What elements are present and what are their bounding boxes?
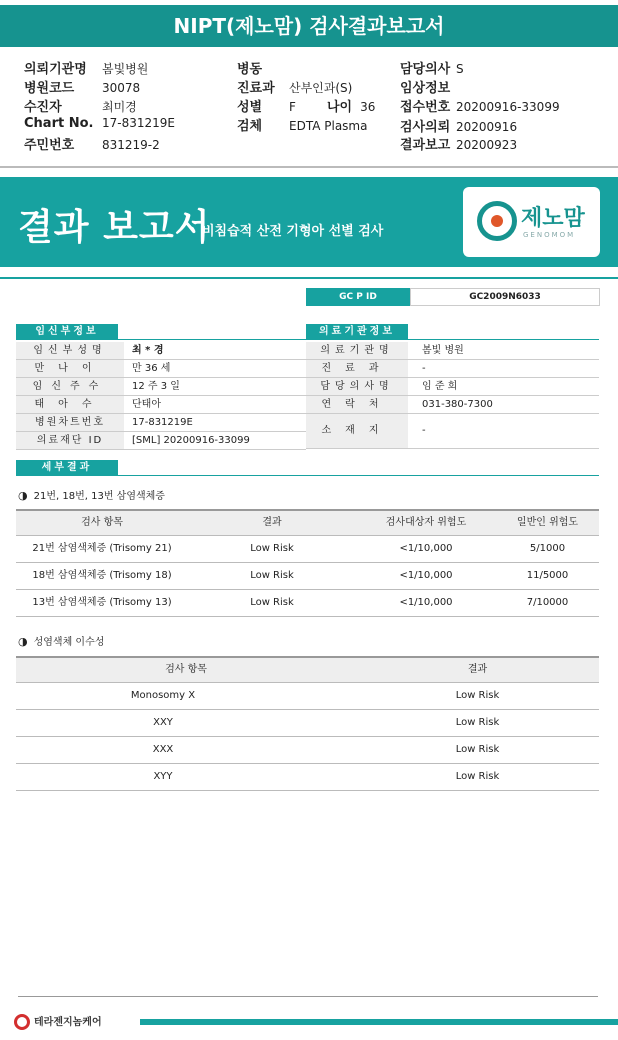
footer-divider xyxy=(18,996,598,997)
header-item: 수진자 최미경 xyxy=(24,100,137,115)
header-item: 검사의뢰 20200916 xyxy=(400,120,518,135)
header-item: 검체 EDTA Plasma xyxy=(237,119,368,134)
header-item: 결과보고 20200923 xyxy=(400,138,518,153)
info-row: 소재지 - xyxy=(306,414,599,449)
info-row: 담당의사명 임 준 희 xyxy=(306,378,599,396)
pregnancy-info xyxy=(16,342,306,452)
table-row: Monosomy X Low Risk xyxy=(16,683,599,710)
institution-info xyxy=(306,342,599,452)
table-row: XXX Low Risk xyxy=(16,737,599,764)
info-row: 병원차트번호 17-831219E xyxy=(16,414,306,432)
header-item: 임상정보 xyxy=(400,81,451,96)
header-item: 성별 F xyxy=(237,100,296,115)
header-item: Chart No. 17-831219E xyxy=(24,116,175,131)
sex-chromosome-heading: ◑ 성염색체 이수성 xyxy=(18,635,105,648)
header-item: 병원코드 30078 xyxy=(24,81,141,96)
divider xyxy=(16,339,306,340)
divider xyxy=(0,277,618,279)
header-item: 주민번호 831219-2 xyxy=(24,138,160,153)
trisomy-table xyxy=(16,509,599,617)
sex-chromosome-table xyxy=(16,656,599,792)
header-item: 접수번호 20200916-33099 xyxy=(400,100,560,115)
divider xyxy=(16,475,599,476)
footer-bar xyxy=(140,1019,618,1025)
table-row: XXY Low Risk xyxy=(16,710,599,737)
info-row: 태아수 단태아 xyxy=(16,396,306,414)
header-item: 의뢰기관명 봄빛병원 xyxy=(24,62,149,77)
report-title: NIPT(제노맘) 검사결과보고서 xyxy=(0,5,618,47)
info-row: 연락처 031-380-7300 xyxy=(306,396,599,414)
half-circle-icon: ◑ xyxy=(18,635,28,648)
info-row: 의료기관명 봄빛 병원 xyxy=(306,342,599,360)
table-header: 검사 항목 결과 xyxy=(16,656,599,683)
genomom-logo: 제노맘 GENOMOM xyxy=(463,187,600,257)
patient-header xyxy=(0,56,618,168)
info-row: 임신부성명 최 * 경 xyxy=(16,342,306,360)
table-row: 21번 삼염색체증 (Trisomy 21) Low Risk <1/10,000 5/1000 xyxy=(16,536,599,563)
half-circle-icon: ◑ xyxy=(18,489,28,502)
header-item: 담당의사 S xyxy=(400,62,464,77)
pregnancy-tab: 임신부정보 xyxy=(16,324,118,340)
gcp-id: GC P ID GC2009N6033 xyxy=(306,288,598,306)
info-row: 의료재단 ID [SML] 20200916-33099 xyxy=(16,432,306,450)
logo-mark-icon xyxy=(477,201,517,241)
table-header: 검사 항목 결과 검사대상자 위험도 일반인 위험도 xyxy=(16,509,599,536)
info-row: 임신주수 12 주 3 일 xyxy=(16,378,306,396)
detail-tab: 세부결과 xyxy=(16,460,118,476)
trisomy-heading: ◑ 21번, 18번, 13번 삼염색체증 xyxy=(18,489,165,502)
info-row: 진료과 - xyxy=(306,360,599,378)
info-row: 만나이 만 36 세 xyxy=(16,360,306,378)
divider xyxy=(306,339,599,340)
company-logo-icon xyxy=(14,1014,30,1030)
header-item: 진료과 산부인과(S) xyxy=(237,81,353,96)
table-row: 18번 삼염색체증 (Trisomy 18) Low Risk <1/10,000 11/5000 xyxy=(16,563,599,590)
header-item: 나이 36 xyxy=(327,100,376,115)
banner-title: 결과 보고서 xyxy=(18,207,211,248)
institution-tab: 의료기관정보 xyxy=(306,324,408,340)
banner-subtitle: 비침습적 산전 기형아 선별 검사 xyxy=(202,224,384,239)
table-row: 13번 삼염색체증 (Trisomy 13) Low Risk <1/10,000 7/10000 xyxy=(16,590,599,617)
company-logo: 테라젠지놈케어 xyxy=(14,1013,102,1030)
table-row: XYY Low Risk xyxy=(16,764,599,791)
header-item: 병동 xyxy=(237,62,263,77)
